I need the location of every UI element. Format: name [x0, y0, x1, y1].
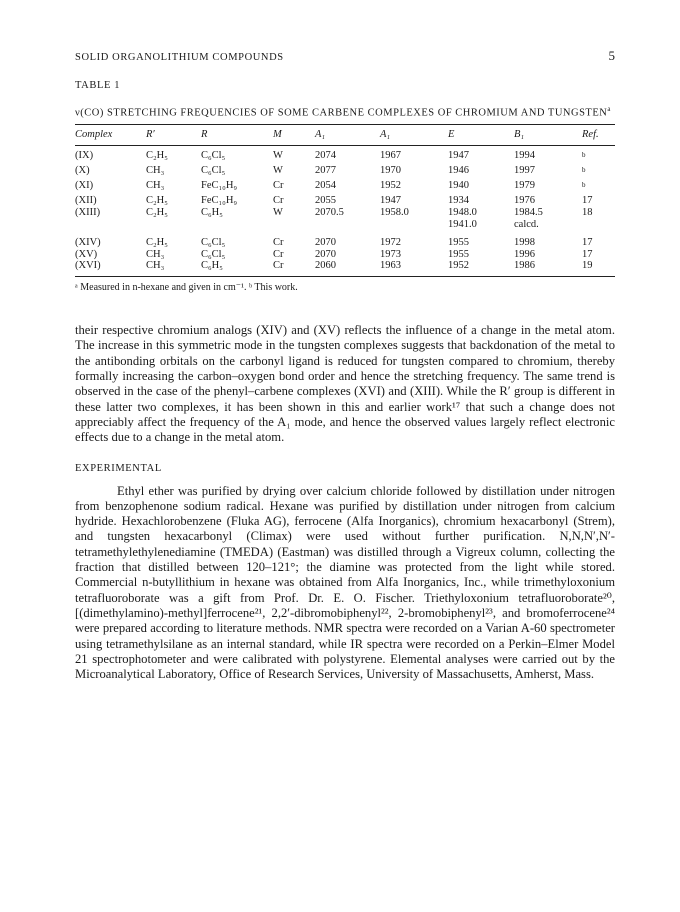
- cell-r-prime: CH₃: [146, 260, 165, 272]
- cell-complex: (XV): [75, 248, 98, 260]
- cell-m: Cr: [273, 180, 284, 192]
- cell-complex: (X): [75, 164, 90, 176]
- cell-r: C₆Cl₅: [201, 248, 226, 260]
- col-header-r: R: [201, 125, 273, 146]
- cell-m: W: [273, 164, 283, 176]
- col-header-a1: A₁: [315, 125, 380, 146]
- cell-a1-second: 1958.0: [380, 207, 409, 219]
- cell-e: 1940: [448, 180, 469, 192]
- cell-r: FeC₁₀H₉: [201, 180, 238, 192]
- cell-b1: 1979: [514, 180, 535, 192]
- cell-complex: [75, 219, 146, 231]
- cell-r: C₆Cl₅: [201, 164, 226, 176]
- cell-e: 1948.0: [448, 207, 477, 219]
- cell-e: 1946: [448, 164, 469, 176]
- cell-e: 1941.0: [448, 218, 477, 230]
- cell-r: C₆H₅: [201, 207, 223, 219]
- cell-b1: calcd.: [514, 218, 539, 230]
- table-row: [75, 165, 615, 180]
- cell-r-prime: C₂H₅: [146, 236, 168, 248]
- cell-a1: [315, 219, 380, 231]
- cell-ref: [582, 180, 615, 195]
- footnote-mark: b: [582, 165, 586, 174]
- table-footnote: ᵃ Measured in n-hexane and given in cm⁻¹. ᵇ This work.: [75, 282, 298, 294]
- cell-e: 1952: [448, 260, 469, 272]
- table-header-row: [75, 125, 615, 146]
- table-caption: [75, 103, 615, 120]
- cell-b1: 1997: [514, 164, 535, 176]
- cell-m: Cr: [273, 236, 284, 248]
- cell-r-prime: C₂H₅: [146, 149, 168, 161]
- cell-ref: 18: [582, 207, 593, 219]
- cell-r: C₆Cl₅: [201, 236, 226, 248]
- cell-a1: 2070.5: [315, 207, 344, 219]
- table-label: TABLE 1: [75, 80, 121, 91]
- cell-a1-second: [380, 219, 448, 231]
- col-header-ref: Ref.: [582, 125, 615, 146]
- cell-a1-second: 1963: [380, 260, 401, 272]
- cell-a1: 2055: [315, 195, 336, 207]
- cell-r-prime: [146, 219, 201, 231]
- cell-e: 1947: [448, 149, 469, 161]
- frequency-table: [75, 125, 615, 277]
- cell-r-prime: CH₃: [146, 180, 165, 192]
- cell-b1: 1984.5: [514, 207, 543, 219]
- cell-ref: [582, 219, 615, 231]
- cell-complex: (IX): [75, 149, 94, 161]
- running-header: [75, 48, 615, 70]
- table-row: [75, 207, 615, 219]
- cell-b1: 1998: [514, 236, 535, 248]
- cell-a1-second: 1970: [380, 164, 401, 176]
- cell-a1: 2060: [315, 260, 336, 272]
- table-row: [75, 195, 615, 207]
- col-header-complex: Complex: [75, 125, 146, 146]
- cell-m: W: [273, 149, 283, 161]
- cell-b1: 1994: [514, 149, 535, 161]
- section-heading: EXPERIMENTAL: [75, 462, 162, 474]
- cell-r: C₆H₅: [201, 260, 223, 272]
- cell-complex: (XIV): [75, 236, 101, 248]
- table-row: [75, 260, 615, 276]
- cell-a1: 2074: [315, 149, 336, 161]
- cell-r: C₆Cl₅: [201, 149, 226, 161]
- cell-a1-second: 1947: [380, 195, 401, 207]
- col-header-e: E: [448, 125, 514, 146]
- cell-complex: (XI): [75, 180, 94, 192]
- table-caption-mark: a: [607, 105, 611, 113]
- cell-a1: 2070: [315, 236, 336, 248]
- cell-b1: 1976: [514, 195, 535, 207]
- body-paragraph: Ethyl ether was purified by drying over calcium chloride followed by distillation under nitrogen from benzophenone sodium radical. Hexane was purified by distillation under nitrogen from calcium hydride. Hexachlorobenzene (Fluka AG), ferrocene (Alfa Inorganics), chromium hexacarbonyl (Strem), and tungsten hexacarbonyl (Climax) were used without further purification. N,N,N′,N′-tetramethylethylenediamine (TMEDA) (Eastman) was distilled through a Vigreux column, collecting the fraction that distilled between 120–121°; the diamine was protected from the light while stored. Commercial n-butyllithium in hexane was obtained from Alfa Inorganics, Inc., while trimethyloxonium tetrafluoroborate was a gift from Prof. Dr. E. O. Fischer. Triethyloxonium tetrafluoroborate²⁰, [(dimethylamino)-methyl]ferrocene²¹, 2,2′-dibromobiphenyl²², 2-bromobiphenyl²³, and bromoferrocene²⁴ were prepared according to literature methods. NMR spectra were recorded on a Varian A-60 spectrometer using tetramethylsilane as an internal standard, while IR spectra were recorded on a Perkin–Elmer Model 21 spectrophotometer and were calibrated with polystyrene. Elemental analyses were carried out by the Microanalytical Laboratory, Office of Research Services, University of Massachusetts, Amherst, Mass.: [75, 483, 615, 682]
- col-header-m: M: [273, 125, 315, 146]
- cell-a1-second: 1952: [380, 180, 401, 192]
- footnote-mark: b: [582, 181, 586, 190]
- table-row: [75, 145, 615, 165]
- cell-a1: 2070: [315, 248, 336, 260]
- cell-a1: 2077: [315, 164, 336, 176]
- cell-r-prime: CH₃: [146, 164, 165, 176]
- running-title: SOLID ORGANOLITHIUM COMPOUNDS: [75, 52, 284, 63]
- cell-e: 1955: [448, 236, 469, 248]
- cell-r: FeC₁₀H₉: [201, 195, 238, 207]
- col-header-a1-second: A₁: [380, 125, 448, 146]
- cell-r-prime: C₂H₅: [146, 207, 168, 219]
- cell-b1: 1996: [514, 248, 535, 260]
- cell-a1-second: 1973: [380, 248, 401, 260]
- cell-r-prime: C₂H₅: [146, 195, 168, 207]
- cell-complex: (XII): [75, 195, 97, 207]
- body-paragraph: their respective chromium analogs (XIV) and (XV) reflects the influence of a change in the metal atom. The increase in this symmetric mode in the tungsten complexes suggests that backdonation of the metal to the antibonding orbitals on the carbonyl ligand is reduced for tungsten compared to chromium, thereby formally increasing the carbon–oxygen bond order and hence the stretching frequency. The same trend is observed in the case of the phenyl–carbene complexes (XVI) and (XIII). While the R′ group is different in these latter two complexes, it has been shown in this and earlier work¹⁷ that such a change does not appreciably affect the frequency of the A₁ mode, and hence the observed values largely reflect electronic effects due to a change in the metal atom.: [75, 323, 615, 445]
- table-row: [75, 219, 615, 231]
- cell-a1-second: 1972: [380, 236, 401, 248]
- page-number: 5: [608, 48, 615, 63]
- table-row: [75, 249, 615, 261]
- col-header-r-prime: R′: [146, 125, 201, 146]
- cell-m: [273, 219, 315, 231]
- cell-m: Cr: [273, 195, 284, 207]
- page: [75, 48, 615, 682]
- table-row: [75, 231, 615, 249]
- cell-e: 1955: [448, 248, 469, 260]
- cell-ref: 17: [582, 195, 593, 207]
- cell-a1: 2054: [315, 180, 336, 192]
- cell-m: W: [273, 207, 283, 219]
- cell-m: Cr: [273, 248, 284, 260]
- data-table-frame: [75, 124, 615, 278]
- cell-r: [201, 219, 273, 231]
- table-caption-text: ν(CO) STRETCHING FREQUENCIES OF SOME CARBENE COMPLEXES OF CHROMIUM AND TUNGSTEN: [75, 107, 608, 119]
- col-header-b1: B₁: [514, 125, 582, 146]
- cell-b1: 1986: [514, 260, 535, 272]
- table-row: [75, 180, 615, 195]
- cell-ref: [582, 165, 615, 180]
- cell-e: 1934: [448, 195, 469, 207]
- cell-complex: (XIII): [75, 207, 101, 219]
- cell-ref: 19: [582, 260, 593, 272]
- cell-a1-second: 1967: [380, 149, 401, 161]
- footnote-mark: b: [582, 150, 586, 159]
- cell-m: Cr: [273, 260, 284, 272]
- cell-r-prime: CH₃: [146, 248, 165, 260]
- cell-complex: (XVI): [75, 260, 101, 272]
- cell-ref: [582, 145, 615, 165]
- cell-ref: 17: [582, 236, 593, 248]
- cell-ref: 17: [582, 248, 593, 260]
